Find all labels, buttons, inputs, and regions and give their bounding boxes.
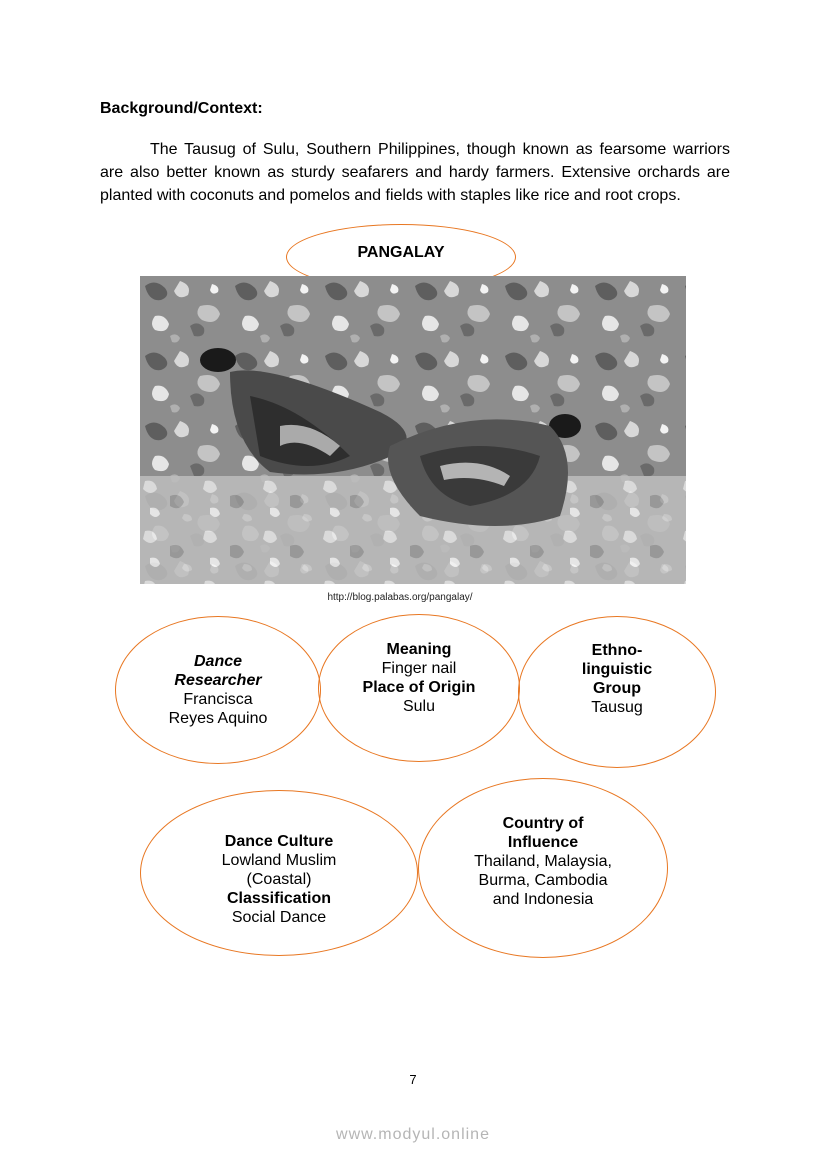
influence-value-line1: Thailand, Malaysia,	[474, 852, 612, 870]
country-of-influence-oval	[418, 778, 668, 958]
image-caption: http://blog.palabas.org/pangalay/	[327, 592, 473, 603]
dance-title: PANGALAY	[357, 244, 445, 261]
researcher-value-line1: Francisca	[183, 691, 253, 708]
classification-label: Classification	[226, 889, 332, 907]
researcher-label-line1: Dance	[193, 653, 243, 670]
meaning-origin-oval	[318, 614, 520, 762]
researcher-value-line2: Reyes Aquino	[168, 710, 268, 727]
ethno-label-line1: Ethno-	[591, 642, 643, 659]
influence-label-line1: Country of	[502, 814, 584, 832]
researcher-label-line2: Researcher	[174, 672, 262, 689]
ethnolinguistic-group-oval	[518, 616, 716, 768]
ethno-label-line2: linguistic	[581, 661, 653, 678]
influence-label-line2: Influence	[507, 833, 579, 851]
ethno-value: Tausug	[591, 699, 643, 716]
context-paragraph	[100, 138, 730, 207]
classification-value: Social Dance	[231, 908, 327, 926]
watermark: www.modyul.online	[336, 1126, 490, 1143]
meaning-value: Finger nail	[381, 660, 457, 677]
ethno-label-line3: Group	[593, 680, 641, 697]
page-number: 7	[409, 1072, 417, 1087]
dancers-photo	[140, 276, 686, 584]
origin-value: Sulu	[402, 698, 436, 715]
context-paragraph-text: The Tausug of Sulu, Southern Philippines, though known as fearsome warriors are also better known as sturdy seafarers and hardy farmers. Extensive orchards are planted with coconuts and pomelos and fields with staples like rice and root crops.	[100, 141, 730, 204]
dance-researcher-oval	[115, 616, 321, 764]
meaning-label: Meaning	[386, 641, 452, 658]
influence-value-line3: and Indonesia	[492, 890, 594, 908]
culture-label: Dance Culture	[224, 832, 334, 850]
culture-value-line2: (Coastal)	[246, 870, 312, 888]
influence-value-line2: Burma, Cambodia	[478, 871, 608, 889]
section-heading: Background/Context:	[100, 100, 263, 117]
culture-value-line1: Lowland Muslim	[221, 851, 337, 869]
dance-culture-oval	[140, 790, 418, 956]
origin-label: Place of Origin	[362, 679, 476, 696]
dancers-image	[140, 276, 686, 584]
